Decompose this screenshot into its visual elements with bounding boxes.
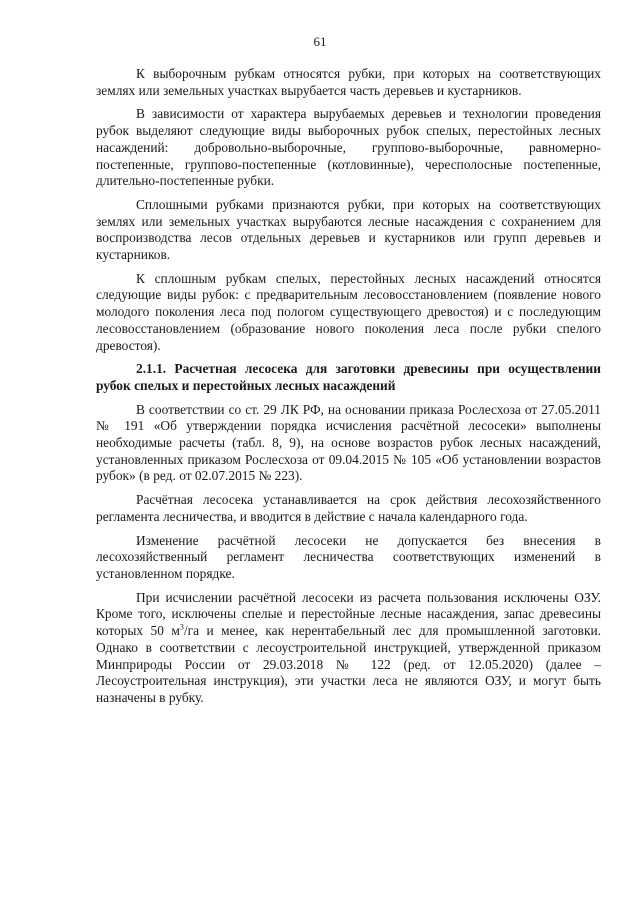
page-body	[96, 66, 601, 714]
section-heading: 2.1.1. Расчетная лесосека для заготовки древесины при осуществлении рубок спелых и перестойных лесных насаждений	[96, 361, 601, 393]
paragraph-calculation-changes: Изменение расчётной лесосеки не допускается без внесения в лесохозяйственный регламент лесничества соответствующих изменений в установленном порядке.	[96, 532, 601, 581]
paragraph-calculation-basis: В соответствии со ст. 29 ЛК РФ, на основании приказа Рослесхоза от 27.05.2011 № 191 «Об утверждении порядка исчисления расчётной лесосеки» выполнены необходимые расчеты (табл. 8, 9), на основе возрастов рубок лесных насаждений, установленных приказом Рослесхоза от 09.04.2015 № 105 «Об установлении возрастов рубок» (в ред. от 02.07.2015 № 223).	[96, 401, 601, 484]
page-number: 61	[313, 34, 327, 49]
paragraph-selective-types: В зависимости от характера вырубаемых деревьев и технологии проведения рубок выделяют следующие виды выборочных рубок спелых, перестойных лесных насаждений: добровольно-выборочные, группово-выборочные, равномерно-постепенные, группово-постепенные (котловинные), чересполосные постепенные, длительно-постепенные рубки.	[96, 106, 601, 189]
paragraph-clear-types: К сплошным рубкам спелых, перестойных лесных насаждений относятся следующие виды рубок: с предварительным лесовосстановлением (появление нового молодого поколения леса под пологом существующего древостоя) и с последующим лесовосстановлением (образование нового поколения леса после рубки спелого древостоя).	[96, 270, 601, 353]
paragraph-clear-felling: Сплошными рубками признаются рубки, при которых на соответствующих землях или земельных участках вырубаются лесные насаждения с сохранением для воспроизводства лесов отдельных деревьев и кустарников или групп деревьев и кустарников.	[96, 196, 601, 263]
paragraph-exclusions	[96, 590, 601, 707]
exclusions-text-end: /га и менее, как нерентабельный лес для промышленной заготовки. Однако в соответствии с лесоустроительной инструкцией, утвержденной приказом Минприроды России от 29.03.2018 № 122 (ред. от 12.05.2020) (далее – Лесоустроительная инструкция), эти участки леса не являются ОЗУ, и могут быть назначены в рубку.	[96, 623, 602, 705]
cubic-superscript: 3	[179, 622, 184, 632]
paragraph-calculation-term: Расчётная лесосека устанавливается на срок действия лесохозяйственного регламента лесничества, и вводится в действие с начала календарного года.	[96, 492, 601, 524]
exclusions-text-start: При исчислении расчётной лесосеки из расчета пользования исключены ОЗУ. Кроме того, исключены спелые и перестойные лесные насаждения, запас древесины которых 50 м	[96, 589, 601, 639]
paragraph-selective-felling: К выборочным рубкам относятся рубки, при которых на соответствующих землях или земельных участках вырубается часть деревьев и кустарников.	[96, 66, 601, 98]
